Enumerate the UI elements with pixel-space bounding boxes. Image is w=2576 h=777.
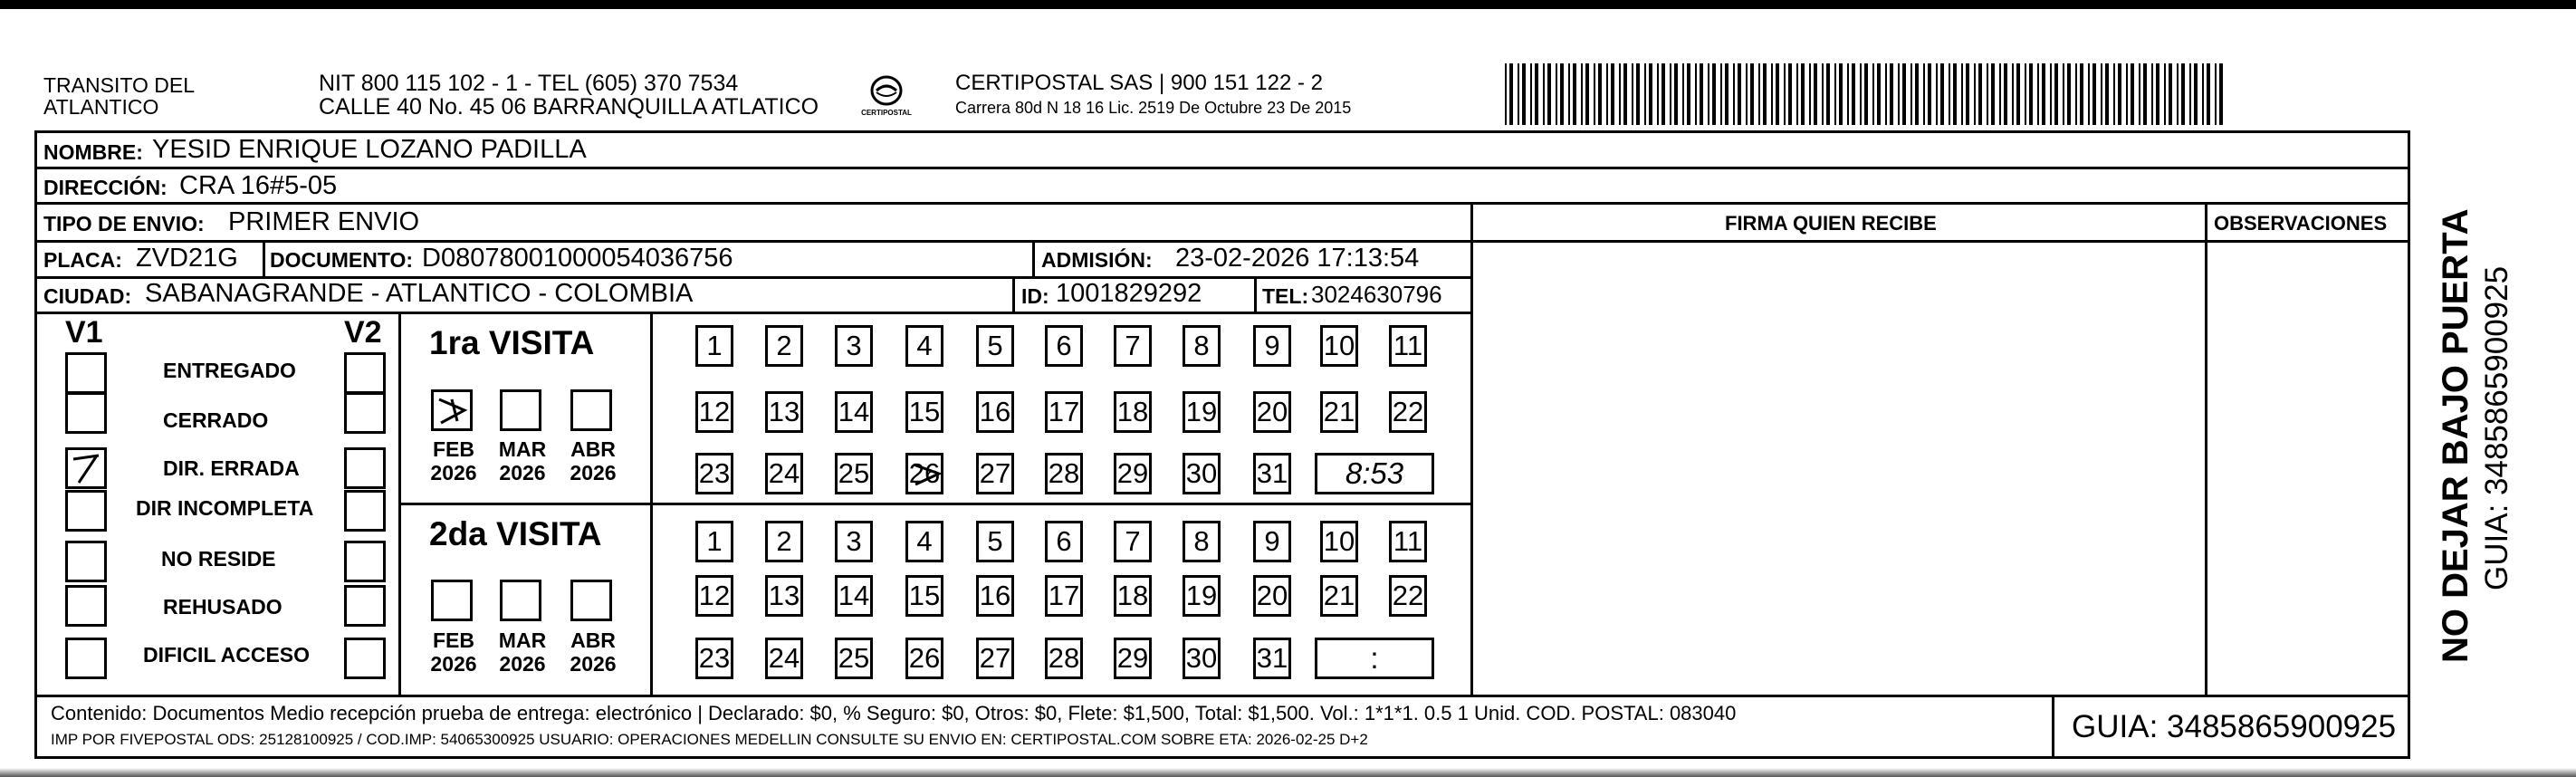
day-number: 22 bbox=[1392, 580, 1424, 611]
day-number: 30 bbox=[1185, 457, 1218, 489]
visit1-day-box[interactable] bbox=[1114, 325, 1152, 367]
day-number: 24 bbox=[768, 642, 800, 674]
handwritten-day-mark bbox=[910, 457, 943, 497]
id-label: ID: bbox=[1021, 284, 1049, 308]
v2-checkbox[interactable] bbox=[344, 447, 386, 489]
ciudad-value: SABANAGRANDE - ATLANTICO - COLOMBIA bbox=[145, 279, 694, 308]
visit2-day-box[interactable] bbox=[1253, 521, 1291, 562]
visit1-day-box[interactable] bbox=[1114, 453, 1152, 494]
company-name-line1: TRANSITO DEL bbox=[43, 73, 195, 97]
visit2-month-year: 2026 bbox=[430, 652, 477, 676]
day-number: 5 bbox=[987, 330, 1003, 361]
day-number: 14 bbox=[838, 396, 870, 427]
courier-logo-text: CERTIPOSTAL bbox=[861, 109, 912, 117]
day-number: 16 bbox=[979, 396, 1011, 427]
visit2-day-box[interactable] bbox=[1183, 638, 1221, 679]
visit1-day-box[interactable] bbox=[1253, 325, 1291, 367]
visit1-day-box[interactable] bbox=[976, 453, 1014, 494]
cell-divider bbox=[263, 240, 265, 276]
footer-imp: IMP POR FIVEPOSTAL ODS: 25128100925 / COD.IMP: 54065300925 USUARIO: OPERACIONES MEDELLIN CONSULTE SU ENVIO EN: CERTIPOSTAL.COM SOBRE ETA: 2026-02-25 D+2 bbox=[51, 731, 1368, 748]
visit1-day-box[interactable] bbox=[835, 453, 873, 494]
visit2-time-value: : bbox=[1370, 641, 1379, 675]
visit2-month-name: ABR bbox=[570, 628, 616, 652]
visit2-day-box[interactable] bbox=[835, 521, 873, 562]
visit1-month-name: FEB bbox=[433, 437, 474, 461]
day-number: 23 bbox=[698, 457, 731, 489]
handwritten-month-mark bbox=[434, 392, 470, 428]
day-number: 11 bbox=[1393, 330, 1423, 361]
visit2-month-checkbox[interactable] bbox=[570, 580, 612, 621]
scan-bottom-edge bbox=[0, 768, 2576, 777]
v2-checkbox[interactable] bbox=[344, 541, 386, 582]
status-reason-label: DIR INCOMPLETA bbox=[136, 496, 314, 520]
visit1-month-year: 2026 bbox=[570, 461, 617, 484]
visit1-day-box[interactable] bbox=[1320, 391, 1358, 433]
day-number: 4 bbox=[916, 525, 933, 557]
day-number: 12 bbox=[698, 396, 731, 427]
day-number: 3 bbox=[846, 525, 862, 557]
visit2-day-box[interactable] bbox=[976, 521, 1014, 562]
day-number: 31 bbox=[1256, 457, 1288, 489]
visit1-day-box[interactable] bbox=[1389, 325, 1427, 367]
v1-checkbox[interactable] bbox=[65, 447, 107, 489]
v2-checkbox[interactable] bbox=[344, 638, 386, 679]
visit2-month-checkbox[interactable] bbox=[431, 580, 473, 621]
footer-contenido: Contenido: Documentos Medio recepción prueba de entrega: electrónico | Declarado: $0, % Seguro: $0, Otros: $0, Flete: $1,500, Total: $1,500. Vol.: 1*1*1. 0.5 1 Unid. COD. POSTAL: 083040 bbox=[51, 702, 1737, 724]
admision-label: ADMISIÓN: bbox=[1041, 248, 1153, 272]
day-number: 19 bbox=[1185, 580, 1218, 611]
v1-label: V1 bbox=[65, 315, 103, 350]
day-number: 29 bbox=[1116, 457, 1149, 489]
day-number: 1 bbox=[706, 330, 723, 361]
day-number: 19 bbox=[1185, 396, 1218, 427]
day-number: 25 bbox=[838, 642, 870, 674]
visit1-day-box[interactable] bbox=[1253, 391, 1291, 433]
day-number: 20 bbox=[1256, 580, 1288, 611]
status-reason-label: REHUSADO bbox=[163, 595, 282, 619]
visit1-day-box[interactable] bbox=[1045, 391, 1083, 433]
visit1-day-box[interactable] bbox=[695, 391, 733, 433]
visit2-day-box[interactable] bbox=[1114, 521, 1152, 562]
cell-divider bbox=[1012, 276, 1015, 312]
placa-value: ZVD21G bbox=[136, 244, 238, 273]
v2-label: V2 bbox=[344, 315, 382, 350]
barcode bbox=[1505, 63, 2227, 125]
day-number: 7 bbox=[1125, 330, 1141, 361]
visit2-day-box[interactable] bbox=[1045, 521, 1083, 562]
visit2-day-box[interactable] bbox=[765, 521, 803, 562]
visit1-month-year: 2026 bbox=[430, 461, 477, 484]
footer-guia: GUIA: 3485865900925 bbox=[2072, 709, 2397, 744]
v1-checkbox[interactable] bbox=[65, 585, 107, 627]
visit1-day-box[interactable] bbox=[1183, 391, 1221, 433]
day-number: 21 bbox=[1323, 580, 1355, 611]
status-reason-label: NO RESIDE bbox=[161, 547, 276, 571]
visit1-day-box[interactable] bbox=[905, 453, 943, 494]
visit1-day-box[interactable] bbox=[1045, 325, 1083, 367]
day-number: 1 bbox=[706, 525, 723, 557]
placa-label: PLACA: bbox=[43, 248, 122, 272]
day-number: 26 bbox=[908, 457, 941, 489]
side-guia-number: GUIA: 3485865900925 bbox=[2479, 265, 2514, 590]
visit2-day-box[interactable] bbox=[695, 638, 733, 679]
visit2-month-name: MAR bbox=[498, 628, 547, 652]
day-number: 23 bbox=[698, 642, 731, 674]
visit1-day-box[interactable] bbox=[765, 391, 803, 433]
visit2-day-box[interactable] bbox=[1045, 638, 1083, 679]
visit1-month-checkbox[interactable] bbox=[500, 389, 541, 431]
visit2-title: 2da VISITA bbox=[429, 515, 602, 552]
visit1-time-box[interactable] bbox=[1315, 453, 1434, 494]
day-number: 29 bbox=[1116, 642, 1149, 674]
visit1-title: 1ra VISITA bbox=[429, 324, 595, 361]
day-number: 6 bbox=[1056, 525, 1072, 557]
v1-checkbox[interactable] bbox=[65, 490, 107, 532]
day-number: 31 bbox=[1256, 642, 1288, 674]
visit2-day-box[interactable] bbox=[1389, 575, 1427, 617]
day-number: 28 bbox=[1048, 457, 1080, 489]
visit2-day-box[interactable] bbox=[765, 575, 803, 617]
visit1-day-box[interactable] bbox=[1183, 325, 1221, 367]
row-divider bbox=[1470, 240, 2410, 243]
visit1-day-box[interactable] bbox=[695, 453, 733, 494]
tel-label: TEL: bbox=[1262, 284, 1309, 308]
courier-name: CERTIPOSTAL SAS | 900 151 122 - 2 bbox=[955, 71, 1323, 95]
day-number: 17 bbox=[1048, 396, 1080, 427]
v1-checkbox[interactable] bbox=[65, 541, 107, 582]
panel-divider bbox=[2408, 130, 2410, 759]
tipo-envio-value: PRIMER ENVIO bbox=[228, 207, 420, 236]
visit1-day-box[interactable] bbox=[905, 325, 943, 367]
id-value: 1001829292 bbox=[1056, 279, 1202, 308]
row-divider bbox=[34, 167, 2410, 169]
visit1-day-box[interactable] bbox=[905, 391, 943, 433]
visit2-day-box[interactable] bbox=[1320, 521, 1358, 562]
day-number: 9 bbox=[1264, 525, 1280, 557]
visit1-day-box[interactable] bbox=[1320, 325, 1358, 367]
visit1-month-checkbox[interactable] bbox=[431, 389, 473, 431]
v2-checkbox[interactable] bbox=[344, 392, 386, 434]
visit1-day-box[interactable] bbox=[976, 391, 1014, 433]
day-number: 13 bbox=[768, 396, 800, 427]
visit1-month-year: 2026 bbox=[499, 461, 546, 484]
day-number: 27 bbox=[979, 457, 1011, 489]
visit2-day-box[interactable] bbox=[1114, 575, 1152, 617]
visit1-month-checkbox[interactable] bbox=[570, 389, 612, 431]
day-number: 4 bbox=[916, 330, 933, 361]
visit2-day-box[interactable] bbox=[695, 575, 733, 617]
direccion-label: DIRECCIÓN: bbox=[43, 176, 168, 199]
visit1-day-box[interactable] bbox=[976, 325, 1014, 367]
tipo-envio-label: TIPO DE ENVIO: bbox=[43, 212, 205, 235]
visit2-day-box[interactable] bbox=[835, 638, 873, 679]
day-number: 7 bbox=[1125, 525, 1141, 557]
status-reason-label: DIFICIL ACCESO bbox=[143, 643, 311, 667]
day-number: 22 bbox=[1392, 396, 1424, 427]
visit2-day-box[interactable] bbox=[1389, 521, 1427, 562]
visit2-day-box[interactable] bbox=[976, 575, 1014, 617]
nombre-label: NOMBRE: bbox=[43, 140, 143, 164]
visit1-day-box[interactable] bbox=[765, 325, 803, 367]
company-address: CALLE 40 No. 45 06 BARRANQUILLA ATLATICO bbox=[319, 94, 819, 120]
day-number: 10 bbox=[1323, 330, 1355, 361]
visit1-month-name: MAR bbox=[498, 437, 547, 461]
day-number: 15 bbox=[908, 580, 941, 611]
documento-label: DOCUMENTO: bbox=[270, 248, 414, 272]
day-number: 25 bbox=[838, 457, 870, 489]
no-dejar-bajo-puerta: NO DEJAR BAJO PUERTA bbox=[2436, 208, 2475, 663]
visit2-day-box[interactable] bbox=[1183, 521, 1221, 562]
day-number: 8 bbox=[1193, 330, 1210, 361]
visit2-day-box[interactable] bbox=[976, 638, 1014, 679]
status-reason-label: DIR. ERRADA bbox=[163, 456, 300, 480]
panel-divider bbox=[1470, 202, 1473, 695]
day-number: 2 bbox=[776, 525, 792, 557]
tel-value: 3024630796 bbox=[1311, 281, 1442, 308]
day-number: 21 bbox=[1323, 396, 1355, 427]
visit2-day-box[interactable] bbox=[1045, 575, 1083, 617]
company-nit: NIT 800 115 102 - 1 - TEL (605) 370 7534 bbox=[319, 71, 739, 96]
row-divider bbox=[34, 312, 1470, 314]
row-divider bbox=[398, 503, 1470, 505]
day-number: 27 bbox=[979, 642, 1011, 674]
day-number: 2 bbox=[776, 330, 792, 361]
day-number: 11 bbox=[1393, 525, 1423, 557]
panel-divider bbox=[2205, 202, 2207, 695]
day-number: 10 bbox=[1323, 525, 1355, 557]
observaciones-header: OBSERVACIONES bbox=[2214, 212, 2388, 235]
ciudad-label: CIUDAD: bbox=[43, 284, 132, 308]
visit2-day-box[interactable] bbox=[835, 575, 873, 617]
day-number: 6 bbox=[1056, 330, 1072, 361]
visit1-day-box[interactable] bbox=[835, 391, 873, 433]
visit1-day-box[interactable] bbox=[835, 325, 873, 367]
visit1-day-box[interactable] bbox=[1045, 453, 1083, 494]
status-reason-label: ENTREGADO bbox=[163, 359, 296, 382]
day-number: 12 bbox=[698, 580, 731, 611]
courier-logo bbox=[857, 71, 916, 127]
day-number: 18 bbox=[1116, 580, 1149, 611]
day-number: 26 bbox=[908, 642, 941, 674]
visit1-time-value: 8:53 bbox=[1345, 456, 1404, 490]
visit1-day-box[interactable] bbox=[1183, 453, 1221, 494]
day-number: 18 bbox=[1116, 396, 1149, 427]
v1-checkbox[interactable] bbox=[65, 392, 107, 434]
visit2-day-box[interactable] bbox=[905, 575, 943, 617]
v1-checkbox[interactable] bbox=[65, 352, 107, 394]
day-number: 14 bbox=[838, 580, 870, 611]
visit2-day-box[interactable] bbox=[1253, 638, 1291, 679]
handwritten-check-mark bbox=[68, 450, 104, 486]
courier-license: Carrera 80d N 18 16 Lic. 2519 De Octubre 23 De 2015 bbox=[955, 99, 1352, 117]
visit2-day-box[interactable] bbox=[695, 521, 733, 562]
visit2-day-box[interactable] bbox=[1183, 575, 1221, 617]
day-number: 28 bbox=[1048, 642, 1080, 674]
visit2-day-box[interactable] bbox=[905, 638, 943, 679]
day-number: 3 bbox=[846, 330, 862, 361]
visit1-day-box[interactable] bbox=[1114, 391, 1152, 433]
day-number: 17 bbox=[1048, 580, 1080, 611]
visit2-day-box[interactable] bbox=[1253, 575, 1291, 617]
visit2-day-box[interactable] bbox=[765, 638, 803, 679]
v2-checkbox[interactable] bbox=[344, 352, 386, 394]
admision-value: 23-02-2026 17:13:54 bbox=[1175, 244, 1420, 273]
v2-checkbox[interactable] bbox=[344, 585, 386, 627]
visit2-month-name: FEB bbox=[433, 628, 474, 652]
nombre-value: YESID ENRIQUE LOZANO PADILLA bbox=[152, 135, 587, 164]
scan-top-edge bbox=[0, 0, 2576, 9]
visit1-day-box[interactable] bbox=[1253, 453, 1291, 494]
day-number: 20 bbox=[1256, 396, 1288, 427]
day-number: 24 bbox=[768, 457, 800, 489]
day-number: 16 bbox=[979, 580, 1011, 611]
day-number: 9 bbox=[1264, 330, 1280, 361]
v2-checkbox[interactable] bbox=[344, 490, 386, 532]
documento-value: D08078001000054036756 bbox=[422, 244, 733, 273]
day-number: 30 bbox=[1185, 642, 1218, 674]
v1-checkbox[interactable] bbox=[65, 638, 107, 679]
visit2-day-box[interactable] bbox=[1114, 638, 1152, 679]
visit2-month-year: 2026 bbox=[570, 652, 617, 676]
day-number: 5 bbox=[987, 525, 1003, 557]
status-reason-label: CERRADO bbox=[163, 408, 269, 432]
cell-divider bbox=[1032, 240, 1035, 276]
company-name-line2: ATLANTICO bbox=[43, 95, 159, 119]
visit1-day-box[interactable] bbox=[695, 325, 733, 367]
cell-divider bbox=[1254, 276, 1257, 312]
visit1-month-name: ABR bbox=[570, 437, 616, 461]
firma-header: FIRMA QUIEN RECIBE bbox=[1725, 212, 1937, 235]
cell-divider bbox=[2052, 695, 2054, 759]
visit1-day-box[interactable] bbox=[765, 453, 803, 494]
visit2-month-year: 2026 bbox=[499, 652, 546, 676]
visit2-time-box[interactable] bbox=[1315, 638, 1434, 679]
direccion-value: CRA 16#5-05 bbox=[179, 171, 338, 200]
visit2-day-box[interactable] bbox=[1320, 575, 1358, 617]
day-number: 13 bbox=[768, 580, 800, 611]
day-number: 8 bbox=[1193, 525, 1210, 557]
visit2-day-box[interactable] bbox=[905, 521, 943, 562]
visit2-month-checkbox[interactable] bbox=[500, 580, 541, 621]
day-number: 15 bbox=[908, 396, 941, 427]
row-divider bbox=[34, 202, 2410, 205]
visit1-day-box[interactable] bbox=[1389, 391, 1427, 433]
